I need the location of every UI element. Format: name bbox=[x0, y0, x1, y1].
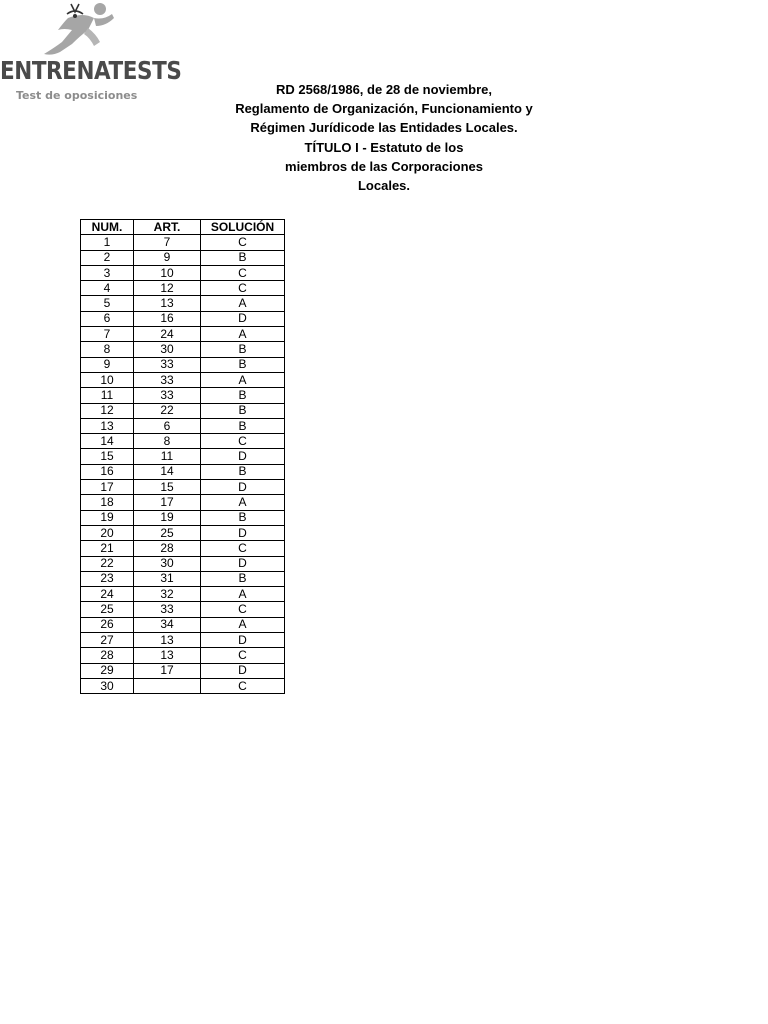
cell-solucion: B bbox=[201, 250, 285, 265]
cell-solucion: C bbox=[201, 648, 285, 663]
cell-num: 28 bbox=[81, 648, 134, 663]
cell-num: 24 bbox=[81, 587, 134, 602]
cell-solucion: A bbox=[201, 327, 285, 342]
cell-art bbox=[134, 678, 201, 693]
cell-solucion: B bbox=[201, 571, 285, 586]
cell-num: 22 bbox=[81, 556, 134, 571]
cell-num: 16 bbox=[81, 464, 134, 479]
cell-art: 13 bbox=[134, 648, 201, 663]
table-row bbox=[81, 510, 285, 525]
table-row bbox=[81, 587, 285, 602]
cell-solucion: C bbox=[201, 434, 285, 449]
table-row bbox=[81, 327, 285, 342]
cell-num: 27 bbox=[81, 633, 134, 648]
table-row bbox=[81, 449, 285, 464]
cell-solucion: D bbox=[201, 525, 285, 540]
cell-num: 5 bbox=[81, 296, 134, 311]
cell-num: 21 bbox=[81, 541, 134, 556]
cell-solucion: D bbox=[201, 663, 285, 678]
title-line: TÍTULO I - Estatuto de los bbox=[304, 139, 464, 155]
cell-art: 7 bbox=[134, 235, 201, 250]
cell-num: 29 bbox=[81, 663, 134, 678]
table-row bbox=[81, 495, 285, 510]
cell-art: 33 bbox=[134, 357, 201, 372]
cell-solucion: D bbox=[201, 480, 285, 495]
cell-num: 20 bbox=[81, 525, 134, 540]
cell-art: 14 bbox=[134, 464, 201, 479]
cell-art: 19 bbox=[134, 510, 201, 525]
cell-num: 4 bbox=[81, 281, 134, 296]
cell-art: 17 bbox=[134, 663, 201, 678]
cell-art: 12 bbox=[134, 281, 201, 296]
table-row bbox=[81, 265, 285, 280]
cell-art: 34 bbox=[134, 617, 201, 632]
cell-num: 19 bbox=[81, 510, 134, 525]
cell-solucion: B bbox=[201, 464, 285, 479]
table-row bbox=[81, 541, 285, 556]
table-row bbox=[81, 633, 285, 648]
cell-solucion: D bbox=[201, 449, 285, 464]
table-row bbox=[81, 388, 285, 403]
table-row bbox=[81, 418, 285, 433]
brand-tagline: Test de oposiciones bbox=[16, 89, 138, 102]
cell-num: 10 bbox=[81, 372, 134, 387]
cell-art: 24 bbox=[134, 327, 201, 342]
cell-art: 33 bbox=[134, 388, 201, 403]
cell-num: 23 bbox=[81, 571, 134, 586]
table-row bbox=[81, 678, 285, 693]
table-row bbox=[81, 464, 285, 479]
cell-art: 8 bbox=[134, 434, 201, 449]
cell-art: 11 bbox=[134, 449, 201, 464]
cell-art: 31 bbox=[134, 571, 201, 586]
table-row bbox=[81, 480, 285, 495]
cell-art: 15 bbox=[134, 480, 201, 495]
title-line: RD 2568/1986, de 28 de noviembre, bbox=[275, 82, 493, 97]
table-row bbox=[81, 663, 285, 678]
cell-num: 12 bbox=[81, 403, 134, 418]
cell-solucion: A bbox=[201, 372, 285, 387]
cell-num: 15 bbox=[81, 449, 134, 464]
cell-art: 13 bbox=[134, 296, 201, 311]
cell-num: 8 bbox=[81, 342, 134, 357]
cell-num: 26 bbox=[81, 617, 134, 632]
cell-art: 33 bbox=[134, 602, 201, 617]
document-title bbox=[200, 80, 568, 195]
cell-art: 28 bbox=[134, 541, 201, 556]
cell-num: 11 bbox=[81, 388, 134, 403]
cell-art: 6 bbox=[134, 418, 201, 433]
cell-solucion: C bbox=[201, 678, 285, 693]
cell-num: 6 bbox=[81, 311, 134, 326]
title-line: Locales. bbox=[357, 178, 411, 194]
cell-num: 13 bbox=[81, 418, 134, 433]
title-line: Reglamento de Organización, Funcionamiento y bbox=[235, 101, 533, 117]
cell-num: 2 bbox=[81, 250, 134, 265]
cell-art: 25 bbox=[134, 525, 201, 540]
table-row bbox=[81, 571, 285, 586]
table-row bbox=[81, 403, 285, 418]
table-row bbox=[81, 648, 285, 663]
cell-art: 17 bbox=[134, 495, 201, 510]
cell-art: 16 bbox=[134, 311, 201, 326]
table-row bbox=[81, 296, 285, 311]
cell-num: 17 bbox=[81, 480, 134, 495]
title-line: Régimen Jurídicode las Entidades Locales. bbox=[250, 120, 518, 136]
table-row bbox=[81, 372, 285, 387]
runner-logo-icon bbox=[38, 0, 118, 58]
table-row bbox=[81, 342, 285, 357]
cell-num: 18 bbox=[81, 495, 134, 510]
cell-solucion: B bbox=[201, 357, 285, 372]
cell-art: 30 bbox=[134, 342, 201, 357]
cell-num: 14 bbox=[81, 434, 134, 449]
column-header-solucion: SOLUCIÓN bbox=[201, 220, 285, 235]
table-row bbox=[81, 617, 285, 632]
cell-solucion: C bbox=[201, 541, 285, 556]
table-row bbox=[81, 556, 285, 571]
cell-solucion: C bbox=[201, 602, 285, 617]
cell-num: 30 bbox=[81, 678, 134, 693]
table-header-row bbox=[81, 220, 285, 235]
column-header-art: ART. bbox=[134, 220, 201, 235]
cell-art: 22 bbox=[134, 403, 201, 418]
table-body bbox=[81, 235, 285, 694]
brand-logo bbox=[0, 0, 182, 110]
cell-num: 7 bbox=[81, 327, 134, 342]
cell-solucion: A bbox=[201, 587, 285, 602]
cell-art: 33 bbox=[134, 372, 201, 387]
cell-solucion: C bbox=[201, 281, 285, 296]
cell-num: 9 bbox=[81, 357, 134, 372]
cell-solucion: D bbox=[201, 311, 285, 326]
cell-solucion: A bbox=[201, 617, 285, 632]
brand-name: ENTRENATESTS bbox=[0, 56, 182, 85]
cell-num: 3 bbox=[81, 265, 134, 280]
table-row bbox=[81, 434, 285, 449]
cell-solucion: D bbox=[201, 556, 285, 571]
cell-num: 25 bbox=[81, 602, 134, 617]
cell-art: 32 bbox=[134, 587, 201, 602]
cell-art: 10 bbox=[134, 265, 201, 280]
cell-art: 9 bbox=[134, 250, 201, 265]
cell-solucion: B bbox=[201, 418, 285, 433]
cell-solucion: B bbox=[201, 403, 285, 418]
table-row bbox=[81, 250, 285, 265]
title-line: miembros de las Corporaciones bbox=[285, 158, 483, 174]
cell-art: 30 bbox=[134, 556, 201, 571]
answer-key-table bbox=[80, 219, 285, 694]
cell-solucion: C bbox=[201, 265, 285, 280]
table-row bbox=[81, 281, 285, 296]
table-row bbox=[81, 602, 285, 617]
table-row bbox=[81, 311, 285, 326]
table-row bbox=[81, 235, 285, 250]
cell-solucion: C bbox=[201, 235, 285, 250]
cell-solucion: A bbox=[201, 296, 285, 311]
cell-num: 1 bbox=[81, 235, 134, 250]
cell-solucion: A bbox=[201, 495, 285, 510]
table-row bbox=[81, 357, 285, 372]
cell-art: 13 bbox=[134, 633, 201, 648]
column-header-num: NUM. bbox=[81, 220, 134, 235]
cell-solucion: B bbox=[201, 342, 285, 357]
cell-solucion: B bbox=[201, 388, 285, 403]
table-row bbox=[81, 525, 285, 540]
cell-solucion: D bbox=[201, 633, 285, 648]
cell-solucion: B bbox=[201, 510, 285, 525]
